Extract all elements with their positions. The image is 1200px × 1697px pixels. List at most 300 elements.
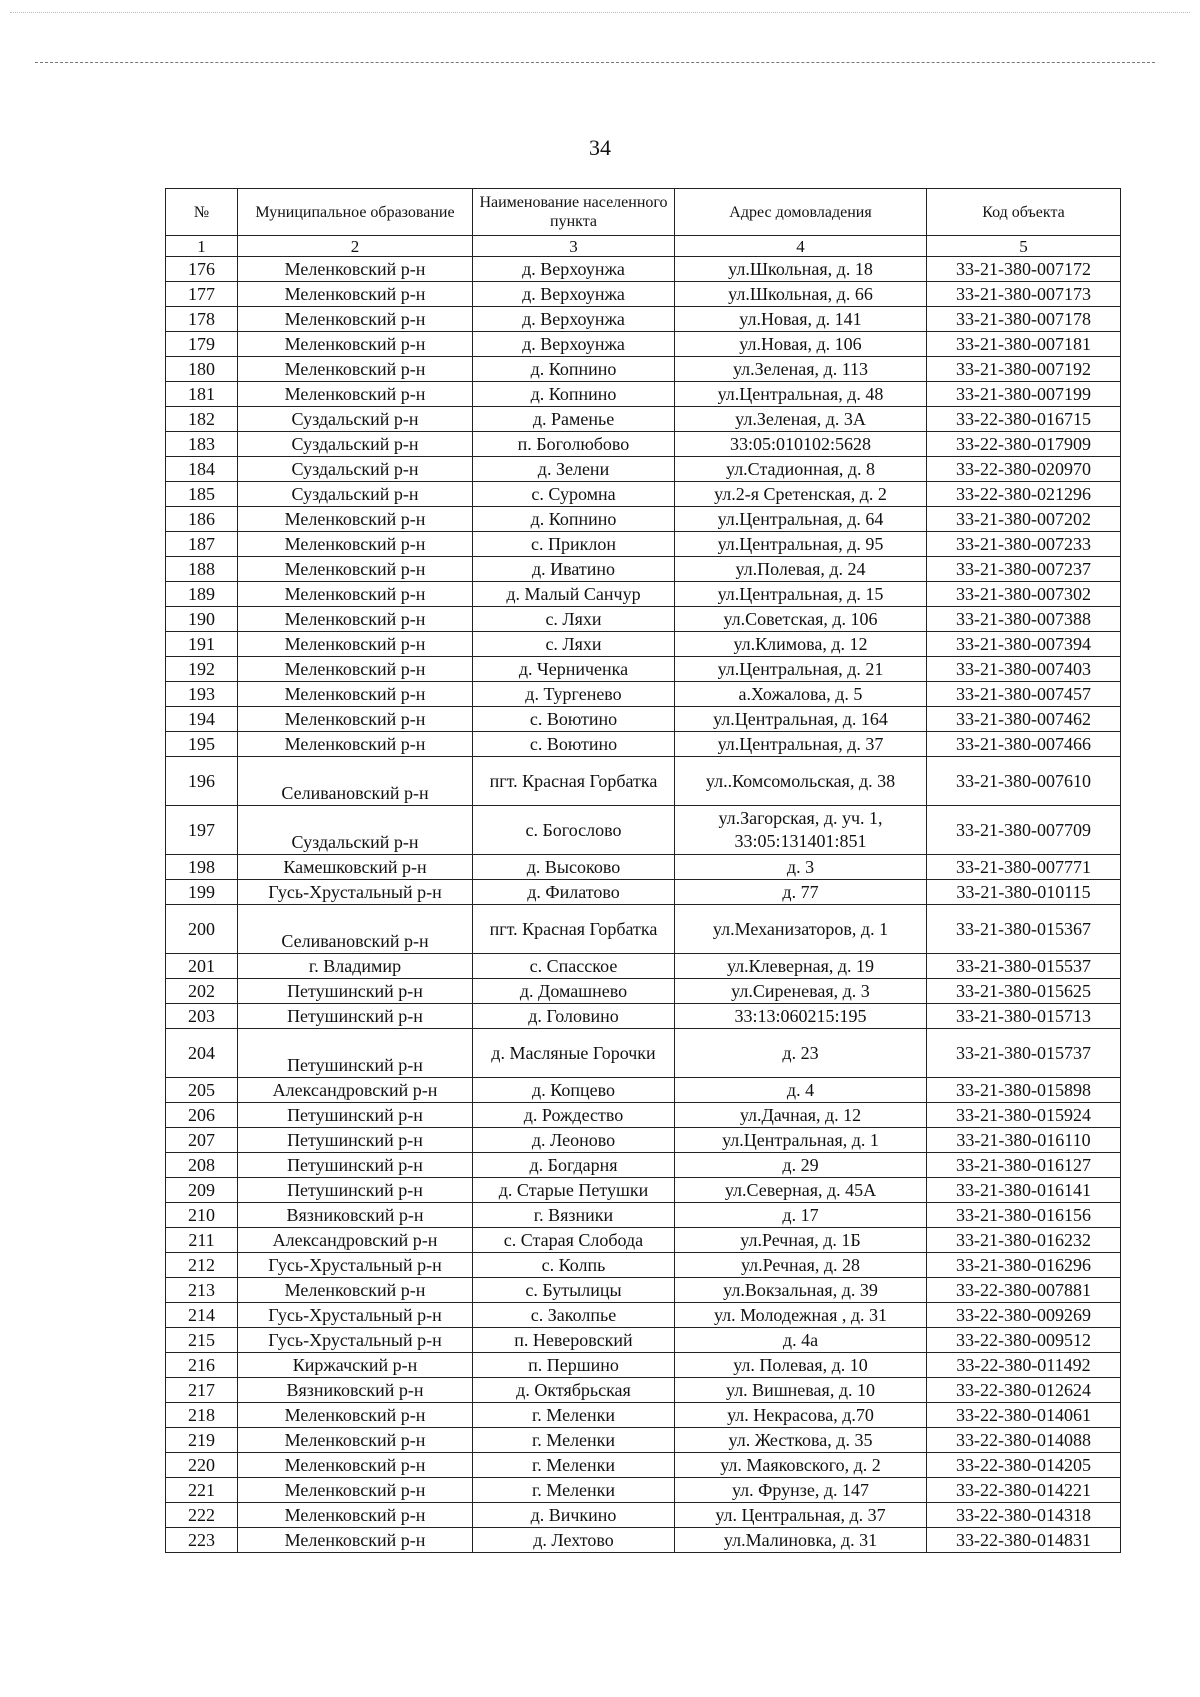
cell-address: ул.Вокзальная, д. 39 xyxy=(675,1278,927,1303)
cell-address: д. 3 xyxy=(675,855,927,880)
cell-number: 210 xyxy=(166,1203,238,1228)
cell-settlement: с. Ляхи xyxy=(473,607,675,632)
cell-municipality: Вязниковский р-н xyxy=(238,1203,473,1228)
cell-object-code: 33-21-380-016156 xyxy=(927,1203,1121,1228)
cell-number: 178 xyxy=(166,307,238,332)
cell-object-code: 33-22-380-014318 xyxy=(927,1503,1121,1528)
cell-number: 199 xyxy=(166,880,238,905)
cell-address: ул. Маяковского, д. 2 xyxy=(675,1453,927,1478)
header-object-code: Код объекта xyxy=(927,189,1121,236)
header-settlement: Наименование населенного пункта xyxy=(473,189,675,236)
cell-municipality: Камешковский р-н xyxy=(238,855,473,880)
cell-settlement: с. Воютино xyxy=(473,732,675,757)
cell-address: д. 4а xyxy=(675,1328,927,1353)
cell-number: 212 xyxy=(166,1253,238,1278)
cell-object-code: 33-21-380-007394 xyxy=(927,632,1121,657)
cell-object-code: 33-21-380-010115 xyxy=(927,880,1121,905)
cell-object-code: 33-21-380-007403 xyxy=(927,657,1121,682)
cell-settlement: п. Першино xyxy=(473,1353,675,1378)
cell-settlement: д. Вичкино xyxy=(473,1503,675,1528)
table-row xyxy=(166,732,1121,757)
table-row xyxy=(166,682,1121,707)
cell-number: 192 xyxy=(166,657,238,682)
table-row xyxy=(166,1004,1121,1029)
cell-municipality: Селивановский р-н xyxy=(238,905,473,954)
table-row xyxy=(166,482,1121,507)
column-number: 1 xyxy=(166,236,238,257)
cell-address: ул.Новая, д. 141 xyxy=(675,307,927,332)
cell-number: 177 xyxy=(166,282,238,307)
cell-number: 193 xyxy=(166,682,238,707)
cell-number: 214 xyxy=(166,1303,238,1328)
cell-object-code: 33-21-380-016110 xyxy=(927,1128,1121,1153)
cell-address: д. 4 xyxy=(675,1078,927,1103)
cell-address: ул.2-я Сретенская, д. 2 xyxy=(675,482,927,507)
column-number: 3 xyxy=(473,236,675,257)
header-municipality: Муниципальное образование xyxy=(238,189,473,236)
cell-settlement: пгт. Красная Горбатка xyxy=(473,905,675,954)
cell-settlement: с. Суромна xyxy=(473,482,675,507)
cell-settlement: с. Колпь xyxy=(473,1253,675,1278)
cell-object-code: 33-21-380-016141 xyxy=(927,1178,1121,1203)
cell-settlement: с. Приклон xyxy=(473,532,675,557)
table-row xyxy=(166,1253,1121,1278)
cell-number: 201 xyxy=(166,954,238,979)
cell-object-code: 33-21-380-007237 xyxy=(927,557,1121,582)
table-row xyxy=(166,1453,1121,1478)
table-row xyxy=(166,257,1121,282)
cell-settlement: д. Иватино xyxy=(473,557,675,582)
cell-municipality: Меленковский р-н xyxy=(238,332,473,357)
cell-number: 209 xyxy=(166,1178,238,1203)
cell-municipality: Киржачский р-н xyxy=(238,1353,473,1378)
table-row xyxy=(166,979,1121,1004)
cell-object-code: 33-22-380-007881 xyxy=(927,1278,1121,1303)
cell-number: 221 xyxy=(166,1478,238,1503)
cell-address: д. 29 xyxy=(675,1153,927,1178)
cell-number: 195 xyxy=(166,732,238,757)
table-row xyxy=(166,1128,1121,1153)
cell-municipality: Меленковский р-н xyxy=(238,357,473,382)
table-row xyxy=(166,1503,1121,1528)
cell-municipality: Меленковский р-н xyxy=(238,732,473,757)
cell-settlement: д. Высоково xyxy=(473,855,675,880)
cell-object-code: 33-21-380-007388 xyxy=(927,607,1121,632)
cell-municipality: Меленковский р-н xyxy=(238,532,473,557)
table-row xyxy=(166,307,1121,332)
cell-address: д. 17 xyxy=(675,1203,927,1228)
cell-settlement: д. Копцево xyxy=(473,1078,675,1103)
cell-address: ул.Полевая, д. 24 xyxy=(675,557,927,582)
table-row xyxy=(166,757,1121,806)
cell-municipality: Меленковский р-н xyxy=(238,507,473,532)
cell-settlement: д. Лехтово xyxy=(473,1528,675,1553)
cell-address: д. 23 xyxy=(675,1029,927,1078)
cell-number: 223 xyxy=(166,1528,238,1553)
cell-settlement: г. Вязники xyxy=(473,1203,675,1228)
cell-object-code: 33-22-380-011492 xyxy=(927,1353,1121,1378)
table-row xyxy=(166,607,1121,632)
cell-address: ул.Центральная, д. 37 xyxy=(675,732,927,757)
cell-address: ул.Школьная, д. 18 xyxy=(675,257,927,282)
cell-number: 218 xyxy=(166,1403,238,1428)
cell-municipality: Гусь-Хрустальный р-н xyxy=(238,1328,473,1353)
cell-number: 205 xyxy=(166,1078,238,1103)
cell-object-code: 33-21-380-007709 xyxy=(927,806,1121,855)
cell-municipality: Меленковский р-н xyxy=(238,1478,473,1503)
cell-number: 191 xyxy=(166,632,238,657)
cell-municipality: Петушинский р-н xyxy=(238,1103,473,1128)
cell-address: ул.Центральная, д. 64 xyxy=(675,507,927,532)
cell-settlement: д. Верхоунжа xyxy=(473,307,675,332)
cell-municipality: Меленковский р-н xyxy=(238,657,473,682)
cell-number: 179 xyxy=(166,332,238,357)
table-row xyxy=(166,457,1121,482)
cell-municipality: Меленковский р-н xyxy=(238,582,473,607)
cell-settlement: д. Богдарня xyxy=(473,1153,675,1178)
header-number: № xyxy=(166,189,238,236)
table-row xyxy=(166,282,1121,307)
cell-number: 196 xyxy=(166,757,238,806)
cell-object-code: 33-21-380-016296 xyxy=(927,1253,1121,1278)
cell-object-code: 33-21-380-007610 xyxy=(927,757,1121,806)
cell-settlement: д. Верхоунжа xyxy=(473,257,675,282)
table-row xyxy=(166,1228,1121,1253)
cell-municipality: Меленковский р-н xyxy=(238,632,473,657)
page-number: 34 xyxy=(589,135,611,160)
cell-object-code: 33-21-380-007172 xyxy=(927,257,1121,282)
table-row xyxy=(166,1353,1121,1378)
cell-municipality: Петушинский р-н xyxy=(238,1029,473,1078)
cell-object-code: 33-21-380-007192 xyxy=(927,357,1121,382)
table-row xyxy=(166,905,1121,954)
cell-municipality: Суздальский р-н xyxy=(238,482,473,507)
table-row xyxy=(166,1303,1121,1328)
cell-settlement: д. Зелени xyxy=(473,457,675,482)
cell-object-code: 33-22-380-014205 xyxy=(927,1453,1121,1478)
cell-settlement: д. Масляные Горочки xyxy=(473,1029,675,1078)
cell-number: 198 xyxy=(166,855,238,880)
cell-address: ул.Центральная, д. 95 xyxy=(675,532,927,557)
cell-address: ул. Фрунзе, д. 147 xyxy=(675,1478,927,1503)
cell-settlement: г. Меленки xyxy=(473,1428,675,1453)
cell-address: ул.Речная, д. 1Б xyxy=(675,1228,927,1253)
cell-object-code: 33-22-380-014221 xyxy=(927,1478,1121,1503)
cell-address: ул.Сиреневая, д. 3 xyxy=(675,979,927,1004)
cell-settlement: с. Заколпье xyxy=(473,1303,675,1328)
cell-object-code: 33-21-380-015367 xyxy=(927,905,1121,954)
cell-municipality: Меленковский р-н xyxy=(238,257,473,282)
cell-object-code: 33-21-380-015737 xyxy=(927,1029,1121,1078)
table-row xyxy=(166,1528,1121,1553)
cell-number: 219 xyxy=(166,1428,238,1453)
table-row xyxy=(166,582,1121,607)
cell-number: 200 xyxy=(166,905,238,954)
cell-object-code: 33-22-380-020970 xyxy=(927,457,1121,482)
table-row xyxy=(166,954,1121,979)
header-row xyxy=(166,189,1121,236)
cell-settlement: д. Раменье xyxy=(473,407,675,432)
cell-object-code: 33-22-380-017909 xyxy=(927,432,1121,457)
cell-number: 176 xyxy=(166,257,238,282)
cell-number: 203 xyxy=(166,1004,238,1029)
table-row xyxy=(166,332,1121,357)
cell-municipality: Гусь-Хрустальный р-н xyxy=(238,1303,473,1328)
cell-object-code: 33-21-380-015713 xyxy=(927,1004,1121,1029)
cell-address: ул..Комсомольская, д. 38 xyxy=(675,757,927,806)
table-row xyxy=(166,1029,1121,1078)
cell-address: ул.Дачная, д. 12 xyxy=(675,1103,927,1128)
cell-object-code: 33-21-380-015898 xyxy=(927,1078,1121,1103)
cell-settlement: д. Головино xyxy=(473,1004,675,1029)
cell-object-code: 33-22-380-012624 xyxy=(927,1378,1121,1403)
cell-address: ул.Новая, д. 106 xyxy=(675,332,927,357)
cell-address: ул. Полевая, д. 10 xyxy=(675,1353,927,1378)
cell-object-code: 33-21-380-007181 xyxy=(927,332,1121,357)
cell-settlement: д. Тургенево xyxy=(473,682,675,707)
cell-number: 204 xyxy=(166,1029,238,1078)
cell-number: 185 xyxy=(166,482,238,507)
cell-settlement: д. Копнино xyxy=(473,382,675,407)
cell-settlement: с. Старая Слобода xyxy=(473,1228,675,1253)
cell-object-code: 33-21-380-007302 xyxy=(927,582,1121,607)
cell-number: 189 xyxy=(166,582,238,607)
cell-municipality: Александровский р-н xyxy=(238,1078,473,1103)
scan-artifact-line xyxy=(35,62,1155,63)
cell-municipality: Меленковский р-н xyxy=(238,1503,473,1528)
cell-municipality: Меленковский р-н xyxy=(238,607,473,632)
cell-municipality: Меленковский р-н xyxy=(238,282,473,307)
cell-municipality: Гусь-Хрустальный р-н xyxy=(238,1253,473,1278)
cell-address: ул.Центральная, д. 21 xyxy=(675,657,927,682)
table-body xyxy=(166,257,1121,1553)
cell-settlement: п. Неверовский xyxy=(473,1328,675,1353)
cell-number: 216 xyxy=(166,1353,238,1378)
cell-settlement: с. Воютино xyxy=(473,707,675,732)
cell-municipality: Меленковский р-н xyxy=(238,307,473,332)
cell-number: 180 xyxy=(166,357,238,382)
cell-address: ул.Малиновка, д. 31 xyxy=(675,1528,927,1553)
cell-address: ул.Речная, д. 28 xyxy=(675,1253,927,1278)
cell-object-code: 33-21-380-007173 xyxy=(927,282,1121,307)
cell-settlement: г. Меленки xyxy=(473,1453,675,1478)
cell-settlement: с. Бутылицы xyxy=(473,1278,675,1303)
cell-municipality: Меленковский р-н xyxy=(238,1403,473,1428)
cell-object-code: 33-21-380-016127 xyxy=(927,1153,1121,1178)
cell-address: ул.Зеленая, д. 113 xyxy=(675,357,927,382)
table-row xyxy=(166,407,1121,432)
cell-address: ул.Северная, д. 45А xyxy=(675,1178,927,1203)
cell-municipality: Меленковский р-н xyxy=(238,1278,473,1303)
cell-settlement: д. Октябрьская xyxy=(473,1378,675,1403)
table-row xyxy=(166,357,1121,382)
cell-settlement: д. Верхоунжа xyxy=(473,332,675,357)
table-row xyxy=(166,1078,1121,1103)
cell-municipality: Петушинский р-н xyxy=(238,1178,473,1203)
cell-number: 197 xyxy=(166,806,238,855)
cell-object-code: 33-21-380-007178 xyxy=(927,307,1121,332)
cell-settlement: д. Черниченка xyxy=(473,657,675,682)
cell-settlement: д. Копнино xyxy=(473,357,675,382)
cell-address: ул. Молодежная , д. 31 xyxy=(675,1303,927,1328)
cell-number: 184 xyxy=(166,457,238,482)
cell-number: 190 xyxy=(166,607,238,632)
table-row xyxy=(166,1378,1121,1403)
cell-object-code: 33-21-380-007202 xyxy=(927,507,1121,532)
table-row xyxy=(166,632,1121,657)
cell-address: ул.Центральная, д. 1 xyxy=(675,1128,927,1153)
cell-number: 207 xyxy=(166,1128,238,1153)
cell-settlement: д. Копнино xyxy=(473,507,675,532)
cell-municipality: г. Владимир xyxy=(238,954,473,979)
column-number: 2 xyxy=(238,236,473,257)
cell-object-code: 33-22-380-009269 xyxy=(927,1303,1121,1328)
cell-address: 33:05:010102:5628 xyxy=(675,432,927,457)
cell-address: ул. Вишневая, д. 10 xyxy=(675,1378,927,1403)
cell-address: д. 77 xyxy=(675,880,927,905)
table-row xyxy=(166,880,1121,905)
cell-address: ул.Зеленая, д. 3А xyxy=(675,407,927,432)
cell-settlement: с. Ляхи xyxy=(473,632,675,657)
cell-settlement: г. Меленки xyxy=(473,1403,675,1428)
cell-object-code: 33-22-380-009512 xyxy=(927,1328,1121,1353)
cell-address: ул.Школьная, д. 66 xyxy=(675,282,927,307)
cell-municipality: Петушинский р-н xyxy=(238,1004,473,1029)
cell-object-code: 33-22-380-016715 xyxy=(927,407,1121,432)
cell-settlement: д. Малый Санчур xyxy=(473,582,675,607)
cell-object-code: 33-21-380-007233 xyxy=(927,532,1121,557)
column-number-row xyxy=(166,236,1121,257)
table-row xyxy=(166,1278,1121,1303)
cell-settlement: д. Старые Петушки xyxy=(473,1178,675,1203)
cell-number: 213 xyxy=(166,1278,238,1303)
cell-address: ул.Стадионная, д. 8 xyxy=(675,457,927,482)
cell-object-code: 33-21-380-007457 xyxy=(927,682,1121,707)
cell-number: 186 xyxy=(166,507,238,532)
cell-settlement: с. Богослово xyxy=(473,806,675,855)
cell-number: 181 xyxy=(166,382,238,407)
cell-settlement: д. Рождество xyxy=(473,1103,675,1128)
cell-number: 182 xyxy=(166,407,238,432)
table-row xyxy=(166,1203,1121,1228)
cell-object-code: 33-22-380-021296 xyxy=(927,482,1121,507)
cell-municipality: Александровский р-н xyxy=(238,1228,473,1253)
cell-address: 33:13:060215:195 xyxy=(675,1004,927,1029)
cell-settlement: п. Боголюбово xyxy=(473,432,675,457)
table-row xyxy=(166,1328,1121,1353)
cell-municipality: Меленковский р-н xyxy=(238,557,473,582)
column-number: 5 xyxy=(927,236,1121,257)
cell-number: 202 xyxy=(166,979,238,1004)
cell-number: 215 xyxy=(166,1328,238,1353)
cell-number: 194 xyxy=(166,707,238,732)
cell-number: 206 xyxy=(166,1103,238,1128)
cell-address: ул.Центральная, д. 15 xyxy=(675,582,927,607)
cell-municipality: Меленковский р-н xyxy=(238,682,473,707)
cell-municipality: Вязниковский р-н xyxy=(238,1378,473,1403)
scan-artifact-line xyxy=(10,12,1190,13)
cell-object-code: 33-21-380-015924 xyxy=(927,1103,1121,1128)
cell-settlement: г. Меленки xyxy=(473,1478,675,1503)
table-row xyxy=(166,855,1121,880)
cell-municipality: Меленковский р-н xyxy=(238,1453,473,1478)
cell-municipality: Суздальский р-н xyxy=(238,407,473,432)
header-address: Адрес домовладения xyxy=(675,189,927,236)
cell-municipality: Селивановский р-н xyxy=(238,757,473,806)
cell-address: ул.Климова, д. 12 xyxy=(675,632,927,657)
cell-number: 222 xyxy=(166,1503,238,1528)
cell-settlement: д. Филатово xyxy=(473,880,675,905)
cell-number: 188 xyxy=(166,557,238,582)
cell-number: 208 xyxy=(166,1153,238,1178)
cell-address: ул.Загорская, д. уч. 1, 33:05:131401:851 xyxy=(675,806,927,855)
cell-settlement: д. Верхоунжа xyxy=(473,282,675,307)
cell-municipality: Суздальский р-н xyxy=(238,432,473,457)
cell-object-code: 33-22-380-014061 xyxy=(927,1403,1121,1428)
cell-address: ул. Жесткова, д. 35 xyxy=(675,1428,927,1453)
cell-object-code: 33-21-380-016232 xyxy=(927,1228,1121,1253)
cell-object-code: 33-21-380-015625 xyxy=(927,979,1121,1004)
cell-settlement: д. Леоново xyxy=(473,1128,675,1153)
cell-object-code: 33-22-380-014088 xyxy=(927,1428,1121,1453)
cell-object-code: 33-21-380-007466 xyxy=(927,732,1121,757)
cell-settlement: пгт. Красная Горбатка xyxy=(473,757,675,806)
cell-address: ул.Советская, д. 106 xyxy=(675,607,927,632)
cell-municipality: Суздальский р-н xyxy=(238,457,473,482)
table-row xyxy=(166,1403,1121,1428)
cell-municipality: Меленковский р-н xyxy=(238,1528,473,1553)
column-number: 4 xyxy=(675,236,927,257)
cell-settlement: с. Спасское xyxy=(473,954,675,979)
cell-municipality: Меленковский р-н xyxy=(238,707,473,732)
table-row xyxy=(166,657,1121,682)
cell-number: 220 xyxy=(166,1453,238,1478)
table-row xyxy=(166,1178,1121,1203)
cell-settlement: д. Домашнево xyxy=(473,979,675,1004)
cell-object-code: 33-21-380-007462 xyxy=(927,707,1121,732)
table-row xyxy=(166,532,1121,557)
cell-object-code: 33-21-380-015537 xyxy=(927,954,1121,979)
registry-table xyxy=(165,188,1121,1553)
cell-object-code: 33-21-380-007199 xyxy=(927,382,1121,407)
cell-municipality: Меленковский р-н xyxy=(238,1428,473,1453)
cell-address: ул.Механизаторов, д. 1 xyxy=(675,905,927,954)
cell-object-code: 33-21-380-007771 xyxy=(927,855,1121,880)
table-row xyxy=(166,1478,1121,1503)
cell-number: 211 xyxy=(166,1228,238,1253)
cell-address: ул.Клеверная, д. 19 xyxy=(675,954,927,979)
cell-municipality: Суздальский р-н xyxy=(238,806,473,855)
cell-number: 217 xyxy=(166,1378,238,1403)
table-row xyxy=(166,707,1121,732)
cell-object-code: 33-22-380-014831 xyxy=(927,1528,1121,1553)
cell-address: а.Хожалова, д. 5 xyxy=(675,682,927,707)
cell-address: ул.Центральная, д. 48 xyxy=(675,382,927,407)
table-row xyxy=(166,507,1121,532)
table-row xyxy=(166,382,1121,407)
table-row xyxy=(166,557,1121,582)
cell-address: ул. Некрасова, д.70 xyxy=(675,1403,927,1428)
cell-municipality: Петушинский р-н xyxy=(238,1128,473,1153)
table-row xyxy=(166,1103,1121,1128)
cell-municipality: Петушинский р-н xyxy=(238,1153,473,1178)
cell-address: ул.Центральная, д. 164 xyxy=(675,707,927,732)
table-row xyxy=(166,806,1121,855)
table-row xyxy=(166,1428,1121,1453)
cell-municipality: Меленковский р-н xyxy=(238,382,473,407)
table-row xyxy=(166,1153,1121,1178)
cell-municipality: Гусь-Хрустальный р-н xyxy=(238,880,473,905)
